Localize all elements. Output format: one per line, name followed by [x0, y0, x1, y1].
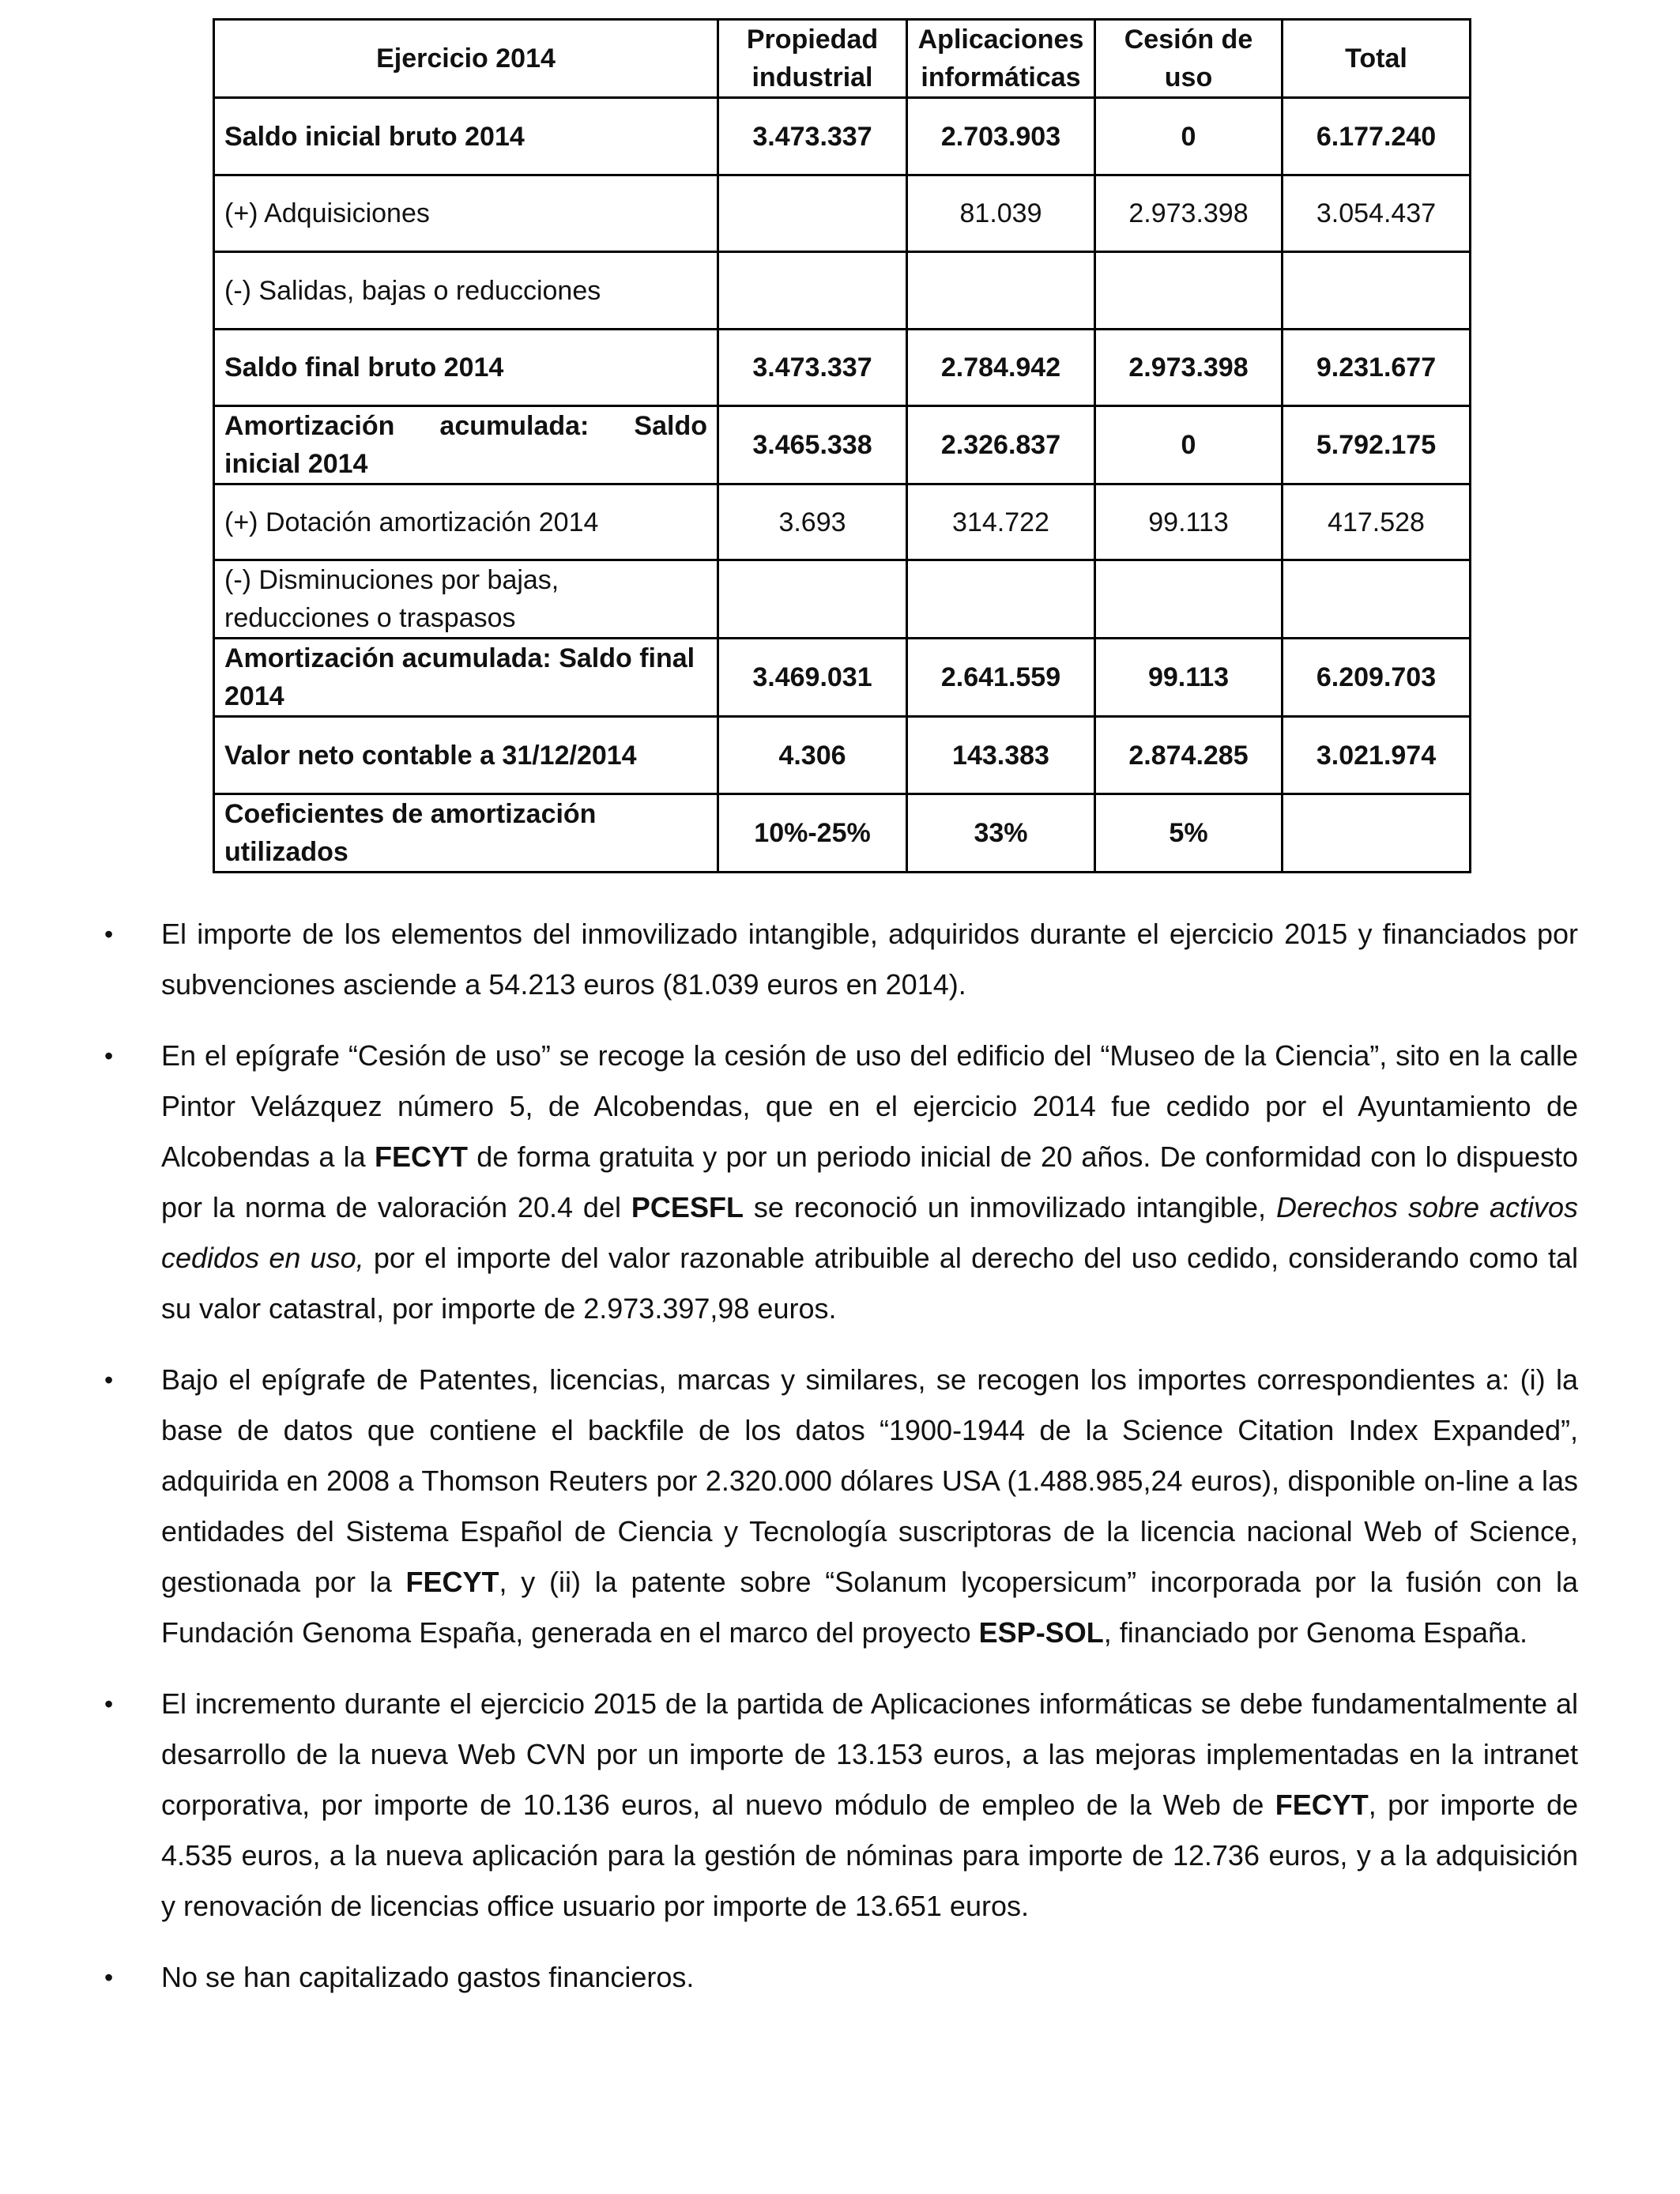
cell-value: [718, 252, 907, 330]
bullet-icon: •: [104, 920, 114, 948]
note-text: por el importe del valor razonable atribuible al derecho del uso cedido, considerando como tal su valor catastral, por importe de 2.973.397,98 euros.: [161, 1242, 1578, 1325]
note-item: [0, 1952, 1680, 2003]
header-aplicaciones-informaticas: Aplicaciones informáticas: [907, 20, 1095, 98]
cell-value: 3.693: [718, 484, 907, 560]
bold-text: FECYT: [405, 1566, 499, 1598]
row-label: Saldo final bruto 2014: [214, 330, 718, 406]
note-text: No se han capitalizado gastos financieros.: [161, 1961, 695, 1993]
cell-value: [718, 175, 907, 252]
table-row: [214, 639, 1471, 717]
cell-value: 0: [1095, 406, 1283, 484]
cell-value: 2.326.837: [907, 406, 1095, 484]
bullet-icon: •: [104, 1690, 114, 1718]
cell-value: [1095, 252, 1283, 330]
cell-value: 33%: [907, 794, 1095, 873]
cell-value: 81.039: [907, 175, 1095, 252]
row-label: (-) Disminuciones por bajas, reducciones o traspasos: [214, 560, 718, 639]
note-item: [0, 909, 1680, 1010]
row-label: (+) Adquisiciones: [214, 175, 718, 252]
cell-value: 314.722: [907, 484, 1095, 560]
cell-value: [907, 252, 1095, 330]
cell-value: 9.231.677: [1283, 330, 1471, 406]
note-text: En el epígrafe “Cesión de uso” se recoge la cesión de uso del edificio del “Museo de la Ciencia”, sito en la calle Pintor Velázquez número 5, de Alcobendas, que en el ejercicio 2014 fue cedido por el Ayuntamiento de Alcobendas a la: [161, 1039, 1578, 1173]
note-text: , y (ii) la patente sobre “Solanum lycopersicum” incorporada por la fusión con la Fundación Genoma España, generada en el marco del proyecto: [161, 1566, 1578, 1649]
table-row: [214, 330, 1471, 406]
bullet-icon: •: [104, 1366, 114, 1394]
bold-text: ESP-SOL: [978, 1616, 1104, 1649]
note-text: , por importe de 4.535 euros, a la nueva aplicación para la gestión de nóminas para importe de 12.736 euros, y a la adquisición y renovación de licencias office usuario por importe de 13.651 euros.: [161, 1789, 1579, 1922]
cell-value: [907, 560, 1095, 639]
bold-text: PCESFL: [631, 1191, 744, 1223]
cell-value: 2.973.398: [1095, 330, 1283, 406]
cell-value: 3.473.337: [718, 98, 907, 175]
intangible-assets-table: [213, 18, 1471, 873]
bold-text: FECYT: [374, 1140, 468, 1173]
cell-value: 2.973.398: [1095, 175, 1283, 252]
cell-value: [1283, 794, 1471, 873]
cell-value: 0: [1095, 98, 1283, 175]
note-item: [0, 1355, 1680, 1658]
note-item: [0, 1679, 1680, 1932]
table-row: [214, 794, 1471, 873]
cell-value: 2.703.903: [907, 98, 1095, 175]
row-label: Saldo inicial bruto 2014: [214, 98, 718, 175]
table-header-row: [214, 20, 1471, 98]
table-row: [214, 252, 1471, 330]
table-row: [214, 717, 1471, 794]
table-body: [214, 98, 1471, 873]
note-text: Bajo el epígrafe de Patentes, licencias, marcas y similares, se recogen los importes correspondientes a: (i) la base de datos que contiene el backfile de los datos “1900-1944 de la Science Citation Index Expanded”, adquirida en 2008 a Thomson Reuters por 2.320.000 dólares USA (1.488.985,24 euros), disponible on-line a las entidades del Sistema Español de Ciencia y Tecnología suscriptoras de la licencia nacional Web of Science, gestionada por la: [161, 1363, 1578, 1598]
row-label: Amortización acumulada: Saldo inicial 2014: [214, 406, 718, 484]
cell-value: 2.641.559: [907, 639, 1095, 717]
cell-value: 3.021.974: [1283, 717, 1471, 794]
table-row: [214, 175, 1471, 252]
note-text: se reconoció un inmovilizado intangible,: [743, 1191, 1276, 1223]
cell-value: 3.469.031: [718, 639, 907, 717]
bullet-icon: •: [104, 1042, 114, 1070]
cell-value: [718, 560, 907, 639]
header-cesion-de-uso: Cesión de uso: [1095, 20, 1283, 98]
cell-value: 3.473.337: [718, 330, 907, 406]
cell-value: 417.528: [1283, 484, 1471, 560]
bullet-icon: •: [104, 1963, 114, 1992]
notes-list: [0, 909, 1680, 2023]
cell-value: 5.792.175: [1283, 406, 1471, 484]
cell-value: [1283, 560, 1471, 639]
row-label: Amortización acumulada: Saldo final 2014: [214, 639, 718, 717]
row-label: Coeficientes de amortización utilizados: [214, 794, 718, 873]
cell-value: 4.306: [718, 717, 907, 794]
table-row: [214, 98, 1471, 175]
header-total: Total: [1283, 20, 1471, 98]
cell-value: [1095, 560, 1283, 639]
header-period: Ejercicio 2014: [214, 20, 718, 98]
cell-value: 6.209.703: [1283, 639, 1471, 717]
note-text: El importe de los elementos del inmovilizado intangible, adquiridos durante el ejercicio 2015 y financiados por subvenciones asciende a 54.213 euros (81.039 euros en 2014).: [161, 918, 1578, 1001]
cell-value: 6.177.240: [1283, 98, 1471, 175]
cell-value: 2.874.285: [1095, 717, 1283, 794]
note-item: [0, 1031, 1680, 1334]
cell-value: [1283, 252, 1471, 330]
row-label: (+) Dotación amortización 2014: [214, 484, 718, 560]
cell-value: 2.784.942: [907, 330, 1095, 406]
note-text: de forma gratuita y por un periodo inicial de 20 años. De conformidad con lo dispuesto por la norma de valoración 20.4 del: [161, 1140, 1579, 1223]
row-label: Valor neto contable a 31/12/2014: [214, 717, 718, 794]
note-text: , financiado por Genoma España.: [1103, 1616, 1528, 1649]
cell-value: 143.383: [907, 717, 1095, 794]
cell-value: 99.113: [1095, 484, 1283, 560]
row-label: (-) Salidas, bajas o reducciones: [214, 252, 718, 330]
cell-value: 10%-25%: [718, 794, 907, 873]
italic-text: Derechos sobre activos cedidos en uso,: [161, 1191, 1578, 1274]
note-text: El incremento durante el ejercicio 2015 de la partida de Aplicaciones informáticas se debe fundamentalmente al desarrollo de la nueva Web CVN por un importe de 13.153 euros, a las mejoras implementadas en la intranet corporativa, por importe de 10.136 euros, al nuevo módulo de empleo de la Web de: [161, 1687, 1578, 1821]
bold-text: FECYT: [1275, 1789, 1369, 1821]
cell-value: 99.113: [1095, 639, 1283, 717]
cell-value: 3.465.338: [718, 406, 907, 484]
cell-value: 5%: [1095, 794, 1283, 873]
header-propiedad-industrial: Propiedad industrial: [718, 20, 907, 98]
table-row: [214, 484, 1471, 560]
table-row: [214, 406, 1471, 484]
cell-value: 3.054.437: [1283, 175, 1471, 252]
table-row: [214, 560, 1471, 639]
